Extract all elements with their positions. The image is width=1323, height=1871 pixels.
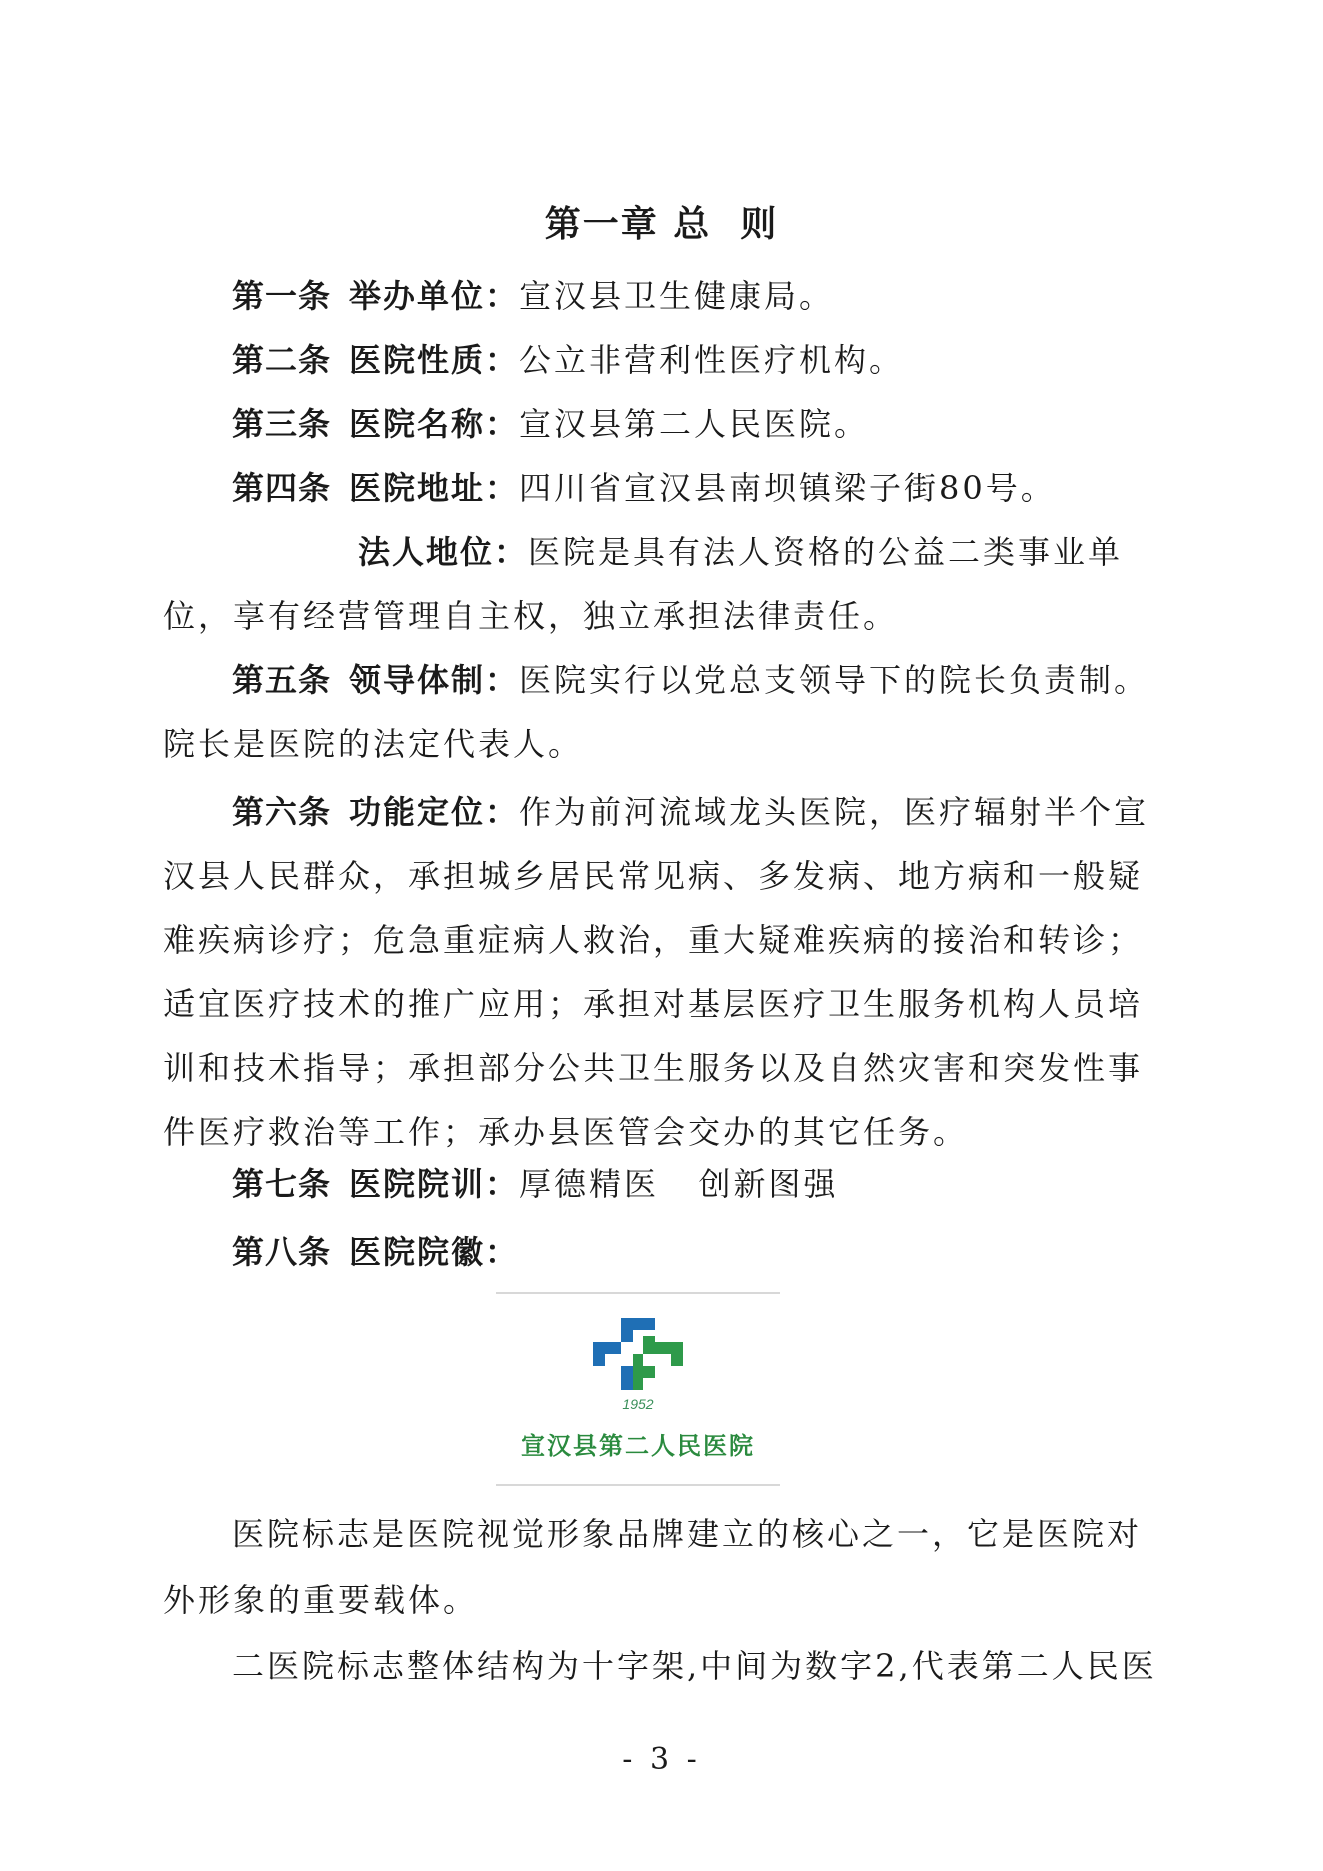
article-label: 功能定位： [349, 793, 520, 831]
article-text: 宣汉县卫生健康局。 [519, 277, 835, 315]
article-3 [232, 404, 869, 444]
article-text: 作为前河流域龙头医院，医疗辐射半个宣 [519, 793, 1150, 831]
article-label: 法人地位： [358, 533, 529, 571]
article-number: 第五条 [232, 661, 332, 699]
article-label: 医院地址： [349, 469, 520, 507]
article-number: 第二条 [232, 341, 332, 379]
paragraph-1: 医院标志是医院视觉形象品牌建立的核心之一，它是医院对 [232, 1515, 1143, 1553]
article-6-line6: 件医疗救治等工作；承办县医管会交办的其它任务。 [163, 1113, 969, 1151]
chapter-title: 第一章 总 则 [544, 204, 779, 245]
article-5-cont: 院长是医院的法定代表人。 [163, 725, 584, 763]
article-label: 举办单位： [349, 277, 520, 315]
legal-status-cont: 位，享有经营管理自主权，独立承担法律责任。 [163, 597, 899, 635]
article-number: 第八条 [232, 1233, 332, 1271]
legal-status [358, 532, 1123, 572]
article-number: 第三条 [232, 405, 332, 443]
article-text: 医院是具有法人资格的公益二类事业单 [528, 533, 1124, 571]
page-number: - 3 - [622, 1742, 701, 1777]
article-4 [232, 468, 1056, 508]
paragraph-1-cont: 外形象的重要载体。 [163, 1581, 479, 1619]
article-6-line2: 汉县人民群众，承担城乡居民常见病、多发病、地方病和一般疑 [163, 857, 1144, 895]
paragraph-2: 二医院标志整体结构为十字架,中间为数字2,代表第二人民医 [232, 1647, 1157, 1685]
article-number: 第六条 [232, 793, 332, 831]
article-2 [232, 340, 904, 380]
article-8 [232, 1232, 519, 1272]
article-6 [232, 792, 1149, 832]
article-6-line5: 训和技术指导；承担部分公共卫生服务以及自然灾害和突发性事 [163, 1049, 1144, 1087]
cross-logo-icon [591, 1316, 685, 1392]
article-text: 医院实行以党总支领导下的院长负责制。 [519, 661, 1150, 699]
article-label: 医院性质： [349, 341, 520, 379]
article-label: 医院院训： [349, 1165, 520, 1203]
article-5 [232, 660, 1149, 700]
hospital-logo [496, 1292, 780, 1486]
article-label: 医院院徽： [349, 1233, 520, 1271]
article-text: 公立非营利性医疗机构。 [519, 341, 905, 379]
article-number: 第七条 [232, 1165, 332, 1203]
article-1 [232, 276, 834, 316]
article-text: 宣汉县第二人民医院。 [519, 405, 870, 443]
article-text: 厚德精医 创新图强 [519, 1165, 839, 1203]
article-label: 领导体制： [349, 661, 520, 699]
logo-hospital-name: 宣汉县第二人民医院 [521, 1431, 755, 1460]
article-number: 第一条 [232, 277, 332, 315]
logo-year: 1952 [622, 1396, 654, 1412]
article-6-line3: 难疾病诊疗；危急重症病人救治，重大疑难疾病的接治和转诊； [163, 921, 1144, 959]
article-text: 四川省宣汉县南坝镇梁子街80号。 [519, 469, 1056, 507]
article-number: 第四条 [232, 469, 332, 507]
article-7 [232, 1164, 839, 1204]
article-label: 医院名称： [349, 405, 520, 443]
article-6-line4: 适宜医疗技术的推广应用；承担对基层医疗卫生服务机构人员培 [163, 985, 1144, 1023]
